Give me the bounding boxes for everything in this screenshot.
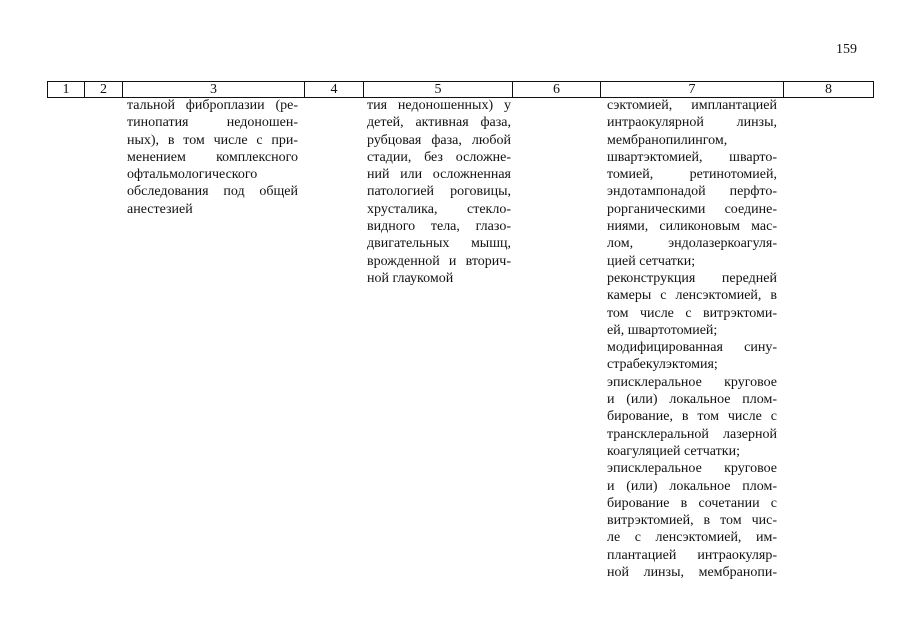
- header-cell-7: 7: [601, 82, 784, 97]
- col-3-text-line: обследования под общей: [127, 184, 298, 200]
- header-cell-4: 4: [305, 82, 364, 97]
- col-7-text-line: томией, ретинотомией,: [607, 167, 777, 183]
- col-5-text-line: видного тела, глазо-: [367, 219, 511, 235]
- col-7-text-line: модифицированная сину-: [607, 340, 777, 356]
- col-7-text-line: эндотампонадой перфто-: [607, 184, 777, 200]
- header-cell-5: 5: [364, 82, 513, 97]
- column-3-text: [127, 97, 298, 218]
- col-7-text-line: ей, швартотомией;: [607, 322, 718, 338]
- col-7-text-line: лом, эндолазеркоагуля-: [607, 236, 777, 252]
- col-5-text-line: хрусталика, стекло-: [367, 201, 511, 217]
- column-5-text: [367, 97, 511, 287]
- col-5-text-line: ной глаукомой: [367, 270, 454, 286]
- col-5-text-line: врожденной и вторич-: [367, 253, 511, 269]
- col-7-text-line: витрэктомией, в том чис-: [607, 513, 777, 529]
- header-cell-8: 8: [825, 82, 832, 97]
- col-7-text-line: эписклеральное круговое: [607, 461, 777, 477]
- col-7-text-line: ной линзы, мембранопи-: [607, 565, 777, 581]
- col-7-text-line: камеры с ленсэктомией, в: [607, 288, 777, 304]
- header-cell-6: 6: [513, 82, 601, 97]
- col-7-text-line: страбекулэктомия;: [607, 357, 718, 373]
- col-3-text-line: анестезией: [127, 201, 193, 217]
- col-7-text-line: цией сетчатки;: [607, 253, 696, 269]
- page-number: 159: [836, 42, 857, 57]
- header-cell-3: 3: [123, 82, 305, 97]
- col-7-text-line: ниями, силиконовым мас-: [607, 219, 777, 235]
- col-7-text-line: реконструкция передней: [607, 270, 777, 286]
- col-7-text-line: мембранопилингом,: [607, 132, 728, 148]
- table-header-row: [47, 81, 874, 98]
- header-cell-2: 2: [85, 82, 123, 97]
- col-7-text-line: бирование в сочетании с: [607, 495, 777, 511]
- col-7-text-line: бирование, в том числе с: [607, 409, 777, 425]
- col-7-text-line: коагуляцией сетчатки;: [607, 443, 740, 459]
- col-5-text-line: рубцовая фаза, любой: [367, 132, 511, 148]
- col-5-text-line: ний или осложненная: [367, 167, 511, 183]
- col-7-text-line: и (или) локальное плом-: [607, 478, 777, 494]
- col-5-text-line: детей, активная фаза,: [367, 115, 511, 131]
- col-3-text-line: ных), в том числе с при-: [127, 132, 298, 148]
- col-7-text-line: и (или) локальное плом-: [607, 392, 777, 408]
- header-cell-1: 1: [48, 82, 85, 97]
- col-3-text-line: менением комплексного: [127, 149, 298, 165]
- col-3-text-line: тальной фиброплазии (ре-: [127, 98, 298, 113]
- col-5-text-line: двигательных мышц,: [367, 236, 511, 252]
- col-7-text-line: швартэктомией, шварто-: [607, 149, 777, 165]
- col-7-text-line: ле с ленсэктомией, им-: [607, 530, 777, 546]
- column-7-text: [607, 97, 777, 581]
- col-7-text-line: том числе с витрэктоми-: [607, 305, 777, 321]
- col-3-text-line: тинопатия недоношен-: [127, 115, 298, 131]
- col-7-text-line: рорганическими соедине-: [607, 201, 777, 217]
- col-5-text-line: тия недоношенных) у: [367, 98, 511, 113]
- col-7-text-line: сэктомией, имплантацией: [607, 98, 777, 113]
- col-7-text-line: трансклеральной лазерной: [607, 426, 777, 442]
- col-7-text-line: интраокулярной линзы,: [607, 115, 777, 131]
- col-3-text-line: офтальмологического: [127, 167, 258, 183]
- col-5-text-line: стадии, без осложне-: [367, 149, 511, 165]
- col-7-text-line: эписклеральное круговое: [607, 374, 777, 390]
- col-5-text-line: патологией роговицы,: [367, 184, 511, 200]
- col-7-text-line: плантацией интраокуляр-: [607, 547, 777, 563]
